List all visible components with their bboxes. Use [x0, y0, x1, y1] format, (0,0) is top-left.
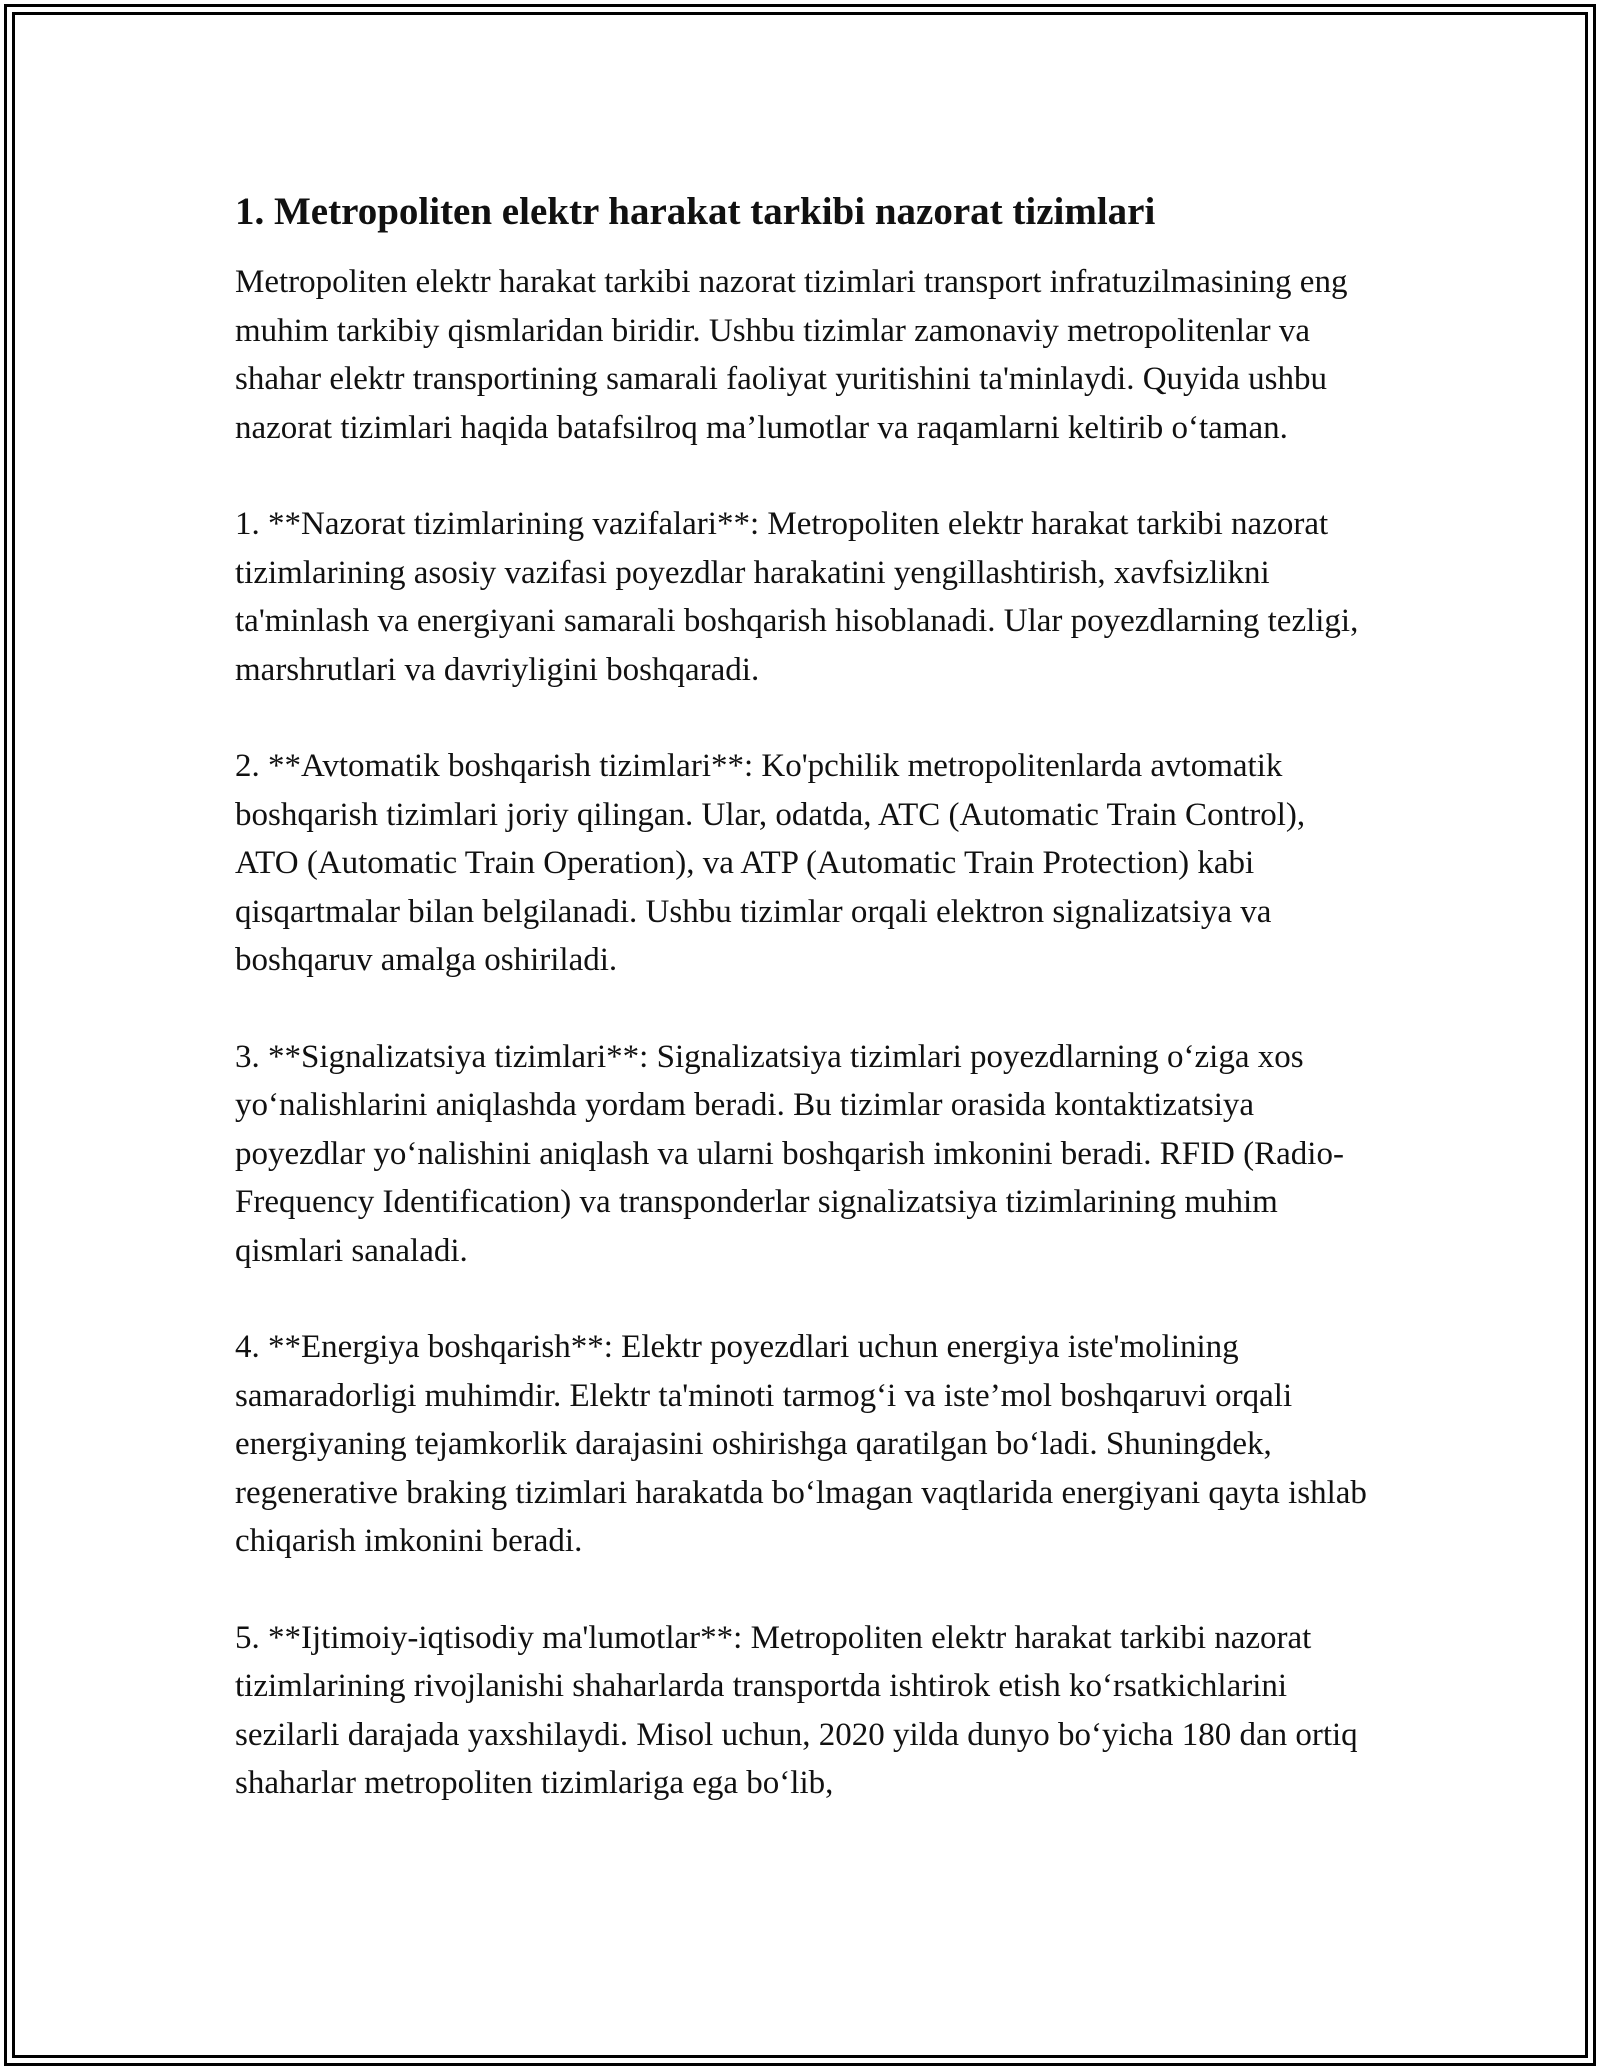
- document-body: [235, 186, 1375, 1808]
- section-heading: 1. Metropoliten elektr harakat tarkibi nazorat tizimlari: [235, 190, 1156, 233]
- point-paragraph-5: 5. **Ijtimoiy-iqtisodiy ma'lumotlar**: Metropoliten elektr harakat tarkibi nazorat tizimlarining rivojlanishi shaharlarda transportda ishtirok etish ko‘rsatkichlarini sezilarli darajada yaxshilaydi. Misol uchun, 2020 yilda dunyo bo‘yicha 180 dan ortiq shaharlar metropoliten tizimlariga ega bo‘lib,: [235, 1619, 1358, 1801]
- point-paragraph-3: 3. **Signalizatsiya tizimlari**: Signalizatsiya tizimlari poyezdlarning o‘ziga xos yo‘nalishlarini aniqlashda yordam beradi. Bu tizimlar orasida kontaktizatsiya poyezdlar yo‘nalishini aniqlash va ularni boshqarish imkonini beradi. RFID (Radio-Frequency Identification) va transponderlar signalizatsiya tizimlarining muhim qismlari sanaladi.: [235, 1038, 1344, 1269]
- point-paragraph-1: 1. **Nazorat tizimlarining vazifalari**: Metropoliten elektr harakat tarkibi nazorat tizimlarining asosiy vazifasi poyezdlar harakatini yengillashtirish, xavfsizlikni ta'minlash va energiyani samarali boshqarish hisoblanadi. Ular poyezdlarning tezligi, marshrutlari va davriyligini boshqaradi.: [235, 506, 1359, 688]
- point-paragraph-4: 4. **Energiya boshqarish**: Elektr poyezdlari uchun energiya iste'molining samaradorligi muhimdir. Elektr ta'minoti tarmog‘i va iste’mol boshqaruvi orqali energiyaning tejamkorlik darajasini oshirishga qaratilgan bo‘ladi. Shuningdek, regenerative braking tizimlari harakatda bo‘lmagan vaqtlarida energiyani qayta ishlab chiqarish imkonini beradi.: [235, 1329, 1367, 1559]
- intro-paragraph: Metropoliten elektr harakat tarkibi nazorat tizimlari transport infratuzilmasining eng muhim tarkibiy qismlaridan biridir. Ushbu tizimlar zamonaviy metropolitenlar va shahar elektr transportining samarali faoliyat yuritishini ta'minlaydi. Quyida ushbu nazorat tizimlari haqida batafsilroq ma’lumotlar va raqamlarni keltirib o‘taman.: [235, 264, 1348, 446]
- point-paragraph-2: 2. **Avtomatik boshqarish tizimlari**: Ko'pchilik metropolitenlarda avtomatik boshqarish tizimlari joriy qilingan. Ular, odatda, ATC (Automatic Train Control), ATO (Automatic Train Operation), va ATP (Automatic Train Protection) kabi qisqartmalar bilan belgilanadi. Ushbu tizimlar orqali elektron signalizatsiya va boshqaruv amalga oshiriladi.: [235, 748, 1306, 978]
